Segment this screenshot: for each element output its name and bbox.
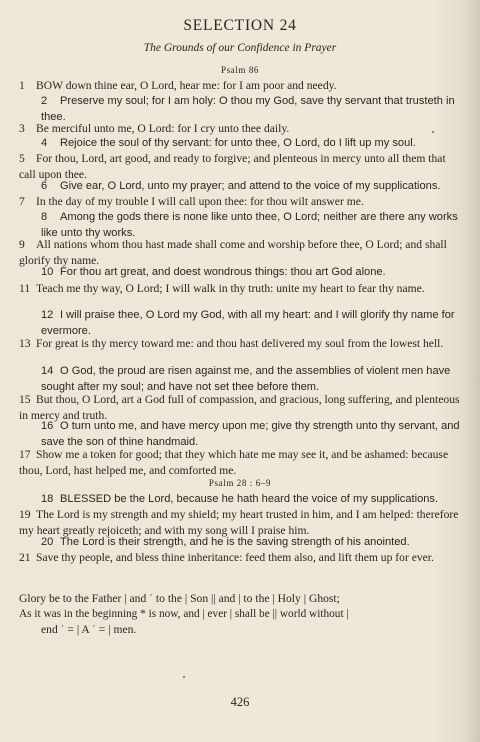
verse-17 [19, 447, 461, 478]
verse-text: Rejoice the soul of thy servant: for unto thee, O Lord, do I lift up my soul. [60, 137, 416, 149]
verse-18 [19, 492, 461, 508]
verse-text: For thou art great, and doest wondrous things: thou art God alone. [60, 266, 386, 278]
verse-number: 18 [41, 493, 54, 505]
verse-13 [19, 336, 461, 352]
verse-20 [19, 535, 461, 551]
paper-speck [432, 131, 434, 133]
paper-speck [183, 676, 185, 678]
verse-text: Give ear, O Lord, unto my prayer; and attend to the voice of my supplications. [60, 180, 441, 192]
verse-text: But thou, O Lord, art a God full of compassion, and gracious, long suffering, and plenteous in mercy and truth. [19, 393, 460, 422]
verse-number: 1 [19, 79, 25, 92]
verse-text: Preserve my soul; for I am holy: O thou my God, save thy servant that trusteth in thee. [41, 95, 455, 123]
verse-text: I will praise thee, O Lord my God, with all my heart: and I will glorify thy name for evermore. [41, 309, 455, 337]
verse-7 [19, 194, 461, 210]
verse-number: 21 [19, 551, 31, 564]
verse-21 [19, 550, 461, 566]
gloria-line-2: As it was in the beginning * is now, and | ever | shall be || world without | [19, 607, 349, 620]
gloria-line-3: end ˙ = | A ˙ = | men. [41, 623, 137, 636]
verse-14 [19, 364, 461, 395]
verse-text: In the day of my trouble I will call upon thee: for thou wilt answer me. [36, 195, 364, 208]
gloria-line-1: Glory be to the Father | and ˙ to the | Son || and | to the | Holy | Ghost; [19, 592, 340, 605]
verse-text: O turn unto me, and have mercy upon me; give thy strength unto thy servant, and save the son of thine handmaid. [41, 420, 460, 448]
verse-number: 17 [19, 448, 31, 461]
verse-number: 13 [19, 337, 31, 350]
verse-text: Among the gods there is none like unto thee, O Lord; neither are there any works like unto thy works. [41, 211, 458, 239]
verse-12 [19, 308, 461, 339]
page-number: 426 [230, 695, 250, 709]
verse-number: 14 [41, 365, 54, 377]
verse-number: 8 [41, 211, 48, 223]
verse-text: The Lord is my strength and my shield; my heart trusted in him, and I am helped: therefore my heart greatly rejoiceth; and with my song will I praise him. [19, 508, 459, 537]
verse-6 [19, 179, 461, 195]
psalm-28-reference: Psalm 28 : 6–9 [208, 478, 272, 488]
verse-3 [19, 121, 461, 137]
verse-16 [19, 419, 461, 450]
verse-number: 15 [19, 393, 31, 406]
verse-number: 11 [19, 282, 31, 295]
verse-text: The Lord is their strength, and he is the saving strength of his anointed. [60, 536, 410, 548]
verse-11 [19, 281, 461, 297]
verse-number: 16 [41, 420, 54, 432]
verse-text: Show me a token for good; that they which hate me may see it, and be ashamed: because thou, Lord, hast helped me, and comforted me. [19, 448, 449, 477]
verse-number: 20 [41, 536, 54, 548]
verse-text: BOW down thine ear, O Lord, hear me: for I am poor and needy. [36, 79, 337, 92]
verse-9 [19, 237, 461, 268]
verse-number: 5 [19, 152, 25, 165]
verse-text: Save thy people, and bless thine inheritance: feed them also, and lift them up for ever. [36, 551, 434, 564]
verse-text: O God, the proud are risen against me, and the assemblies of violent men have sought after my soul; and have not set thee before them. [41, 365, 451, 393]
verse-number: 9 [19, 238, 25, 251]
verse-number: 2 [41, 95, 48, 107]
verse-4 [19, 136, 461, 152]
verse-text: BLESSED be the Lord, because he hath heard the voice of my supplications. [60, 493, 439, 505]
verse-text: For thou, Lord, art good, and ready to forgive; and plenteous in mercy unto all them that call upon thee. [19, 152, 446, 181]
page-subtitle: The Grounds of our Confidence in Prayer [143, 42, 337, 54]
verse-text: For great is thy mercy toward me: and thou hast delivered my soul from the lowest hell. [36, 337, 444, 350]
verse-text: Be merciful unto me, O Lord: for I cry unto thee daily. [36, 122, 290, 135]
psalm-86-reference: Psalm 86 [220, 65, 260, 75]
verse-19 [19, 507, 461, 538]
verse-number: 4 [41, 137, 48, 149]
verse-number: 12 [41, 309, 54, 321]
verse-10 [19, 265, 461, 281]
verse-1 [19, 78, 461, 94]
gloria-patri [19, 591, 461, 638]
verse-number: 3 [19, 122, 25, 135]
verse-number: 6 [41, 180, 48, 192]
verse-text: Teach me thy way, O Lord; I will walk in thy truth: unite my heart to fear thy name. [36, 282, 425, 295]
verse-text: All nations whom thou hast made shall come and worship before thee, O Lord; and shall glorify thy name. [19, 238, 447, 267]
page-title: SELECTION 24 [183, 17, 297, 34]
verse-number: 10 [41, 266, 54, 278]
verse-number: 19 [19, 508, 31, 521]
verse-5 [19, 151, 461, 182]
verse-number: 7 [19, 195, 25, 208]
